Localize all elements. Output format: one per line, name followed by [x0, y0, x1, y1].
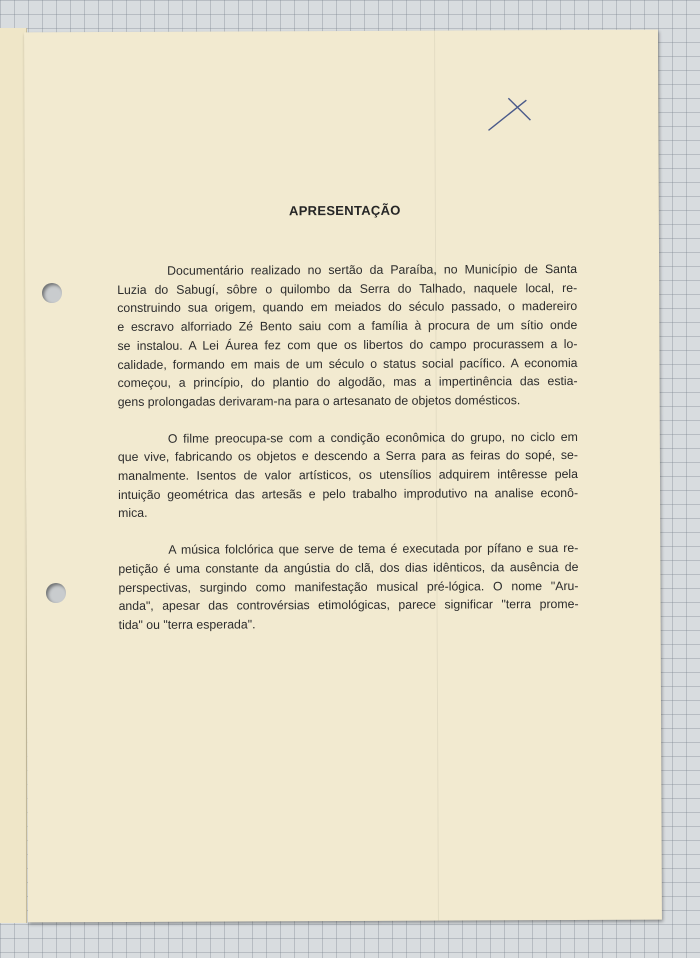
text-line: e escravo alforriado Zé Bento saiu com a família à procura de um sítio onde [117, 318, 578, 335]
text-line: Documentário realizado no sertão da Paraíba, no Município de Santa [167, 261, 578, 278]
text-line: A música folclórica que serve de tema é executada por pífano e sua re- [168, 541, 579, 557]
text-line: gens prolongadas derivaram-na para o artesanato de objetos domésticos. [117, 393, 521, 409]
text-line: petição é uma constante da angústia do clã, dos dias idênticos, da ausência de [118, 559, 579, 576]
text-line: começou, a princípio, do plantio do algodão, mas a impertinência das estia- [117, 374, 578, 391]
text-line: construindo sua origem, quando em meiados do século passado, o madereiro [117, 299, 578, 316]
paragraph [118, 539, 578, 635]
text-line: intuição geométrica das artesãs e pelo trabalho improdutivo na analise econô- [118, 485, 579, 502]
document-title: APRESENTAÇÃO [288, 202, 401, 219]
text-line: mica. [118, 506, 148, 521]
paragraph [118, 428, 578, 524]
document-page [24, 30, 662, 923]
text-line: calidade, formando em mais de um século o status social pacífico. A economia [117, 355, 578, 372]
text-line: se instalou. A Lei Áurea fez com que os libertos do campo procurassem a lo- [117, 336, 578, 353]
paragraph [117, 260, 578, 412]
text-line: perspectivas, surgindo como manifestação musical pré-lógica. O nome "Aru- [118, 578, 579, 595]
text-line: que vive, fabricando os objetos e descendo a Serra para as feiras do sopé, se- [117, 448, 578, 465]
text-line: Luzia do Sabugí, sôbre o quilombo da Serra do Talhado, naquele local, re- [117, 280, 578, 297]
text-line: anda", apesar das controvérsias etimológicas, parece significar "terra prome- [118, 597, 579, 614]
adjacent-sheet-edge [0, 28, 27, 923]
punch-hole [42, 283, 62, 303]
text-line: manalmente. Isentos de valor artísticos, os utensílios adquirem intêresse pela [117, 467, 579, 484]
punch-hole [46, 583, 66, 603]
text-line: O filme preocupa-se com a condição econômica do grupo, no ciclo em [167, 429, 578, 446]
text-line: tida" ou "terra esperada". [118, 617, 256, 632]
document-body [117, 260, 579, 653]
handwritten-x-mark [486, 96, 532, 132]
